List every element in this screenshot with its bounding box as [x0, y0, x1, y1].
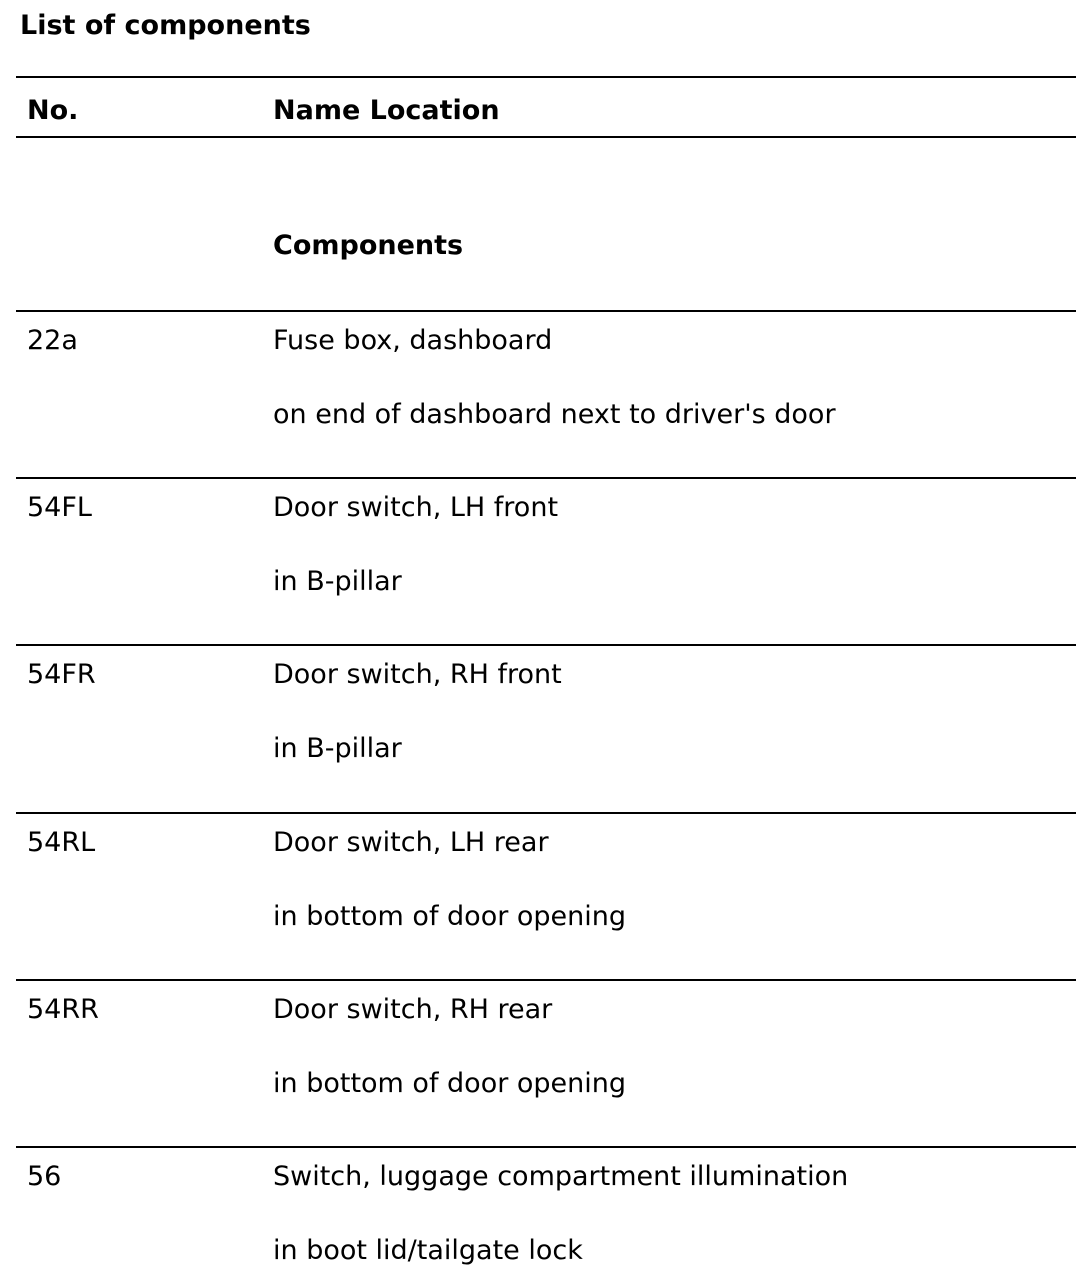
row-number: 22a: [27, 325, 78, 356]
component-name: Door switch, RH rear: [273, 994, 553, 1025]
table-row: [0, 646, 1088, 814]
component-location: in boot lid/tailgate lock: [273, 1235, 583, 1266]
component-name: Door switch, LH rear: [273, 827, 549, 858]
table-row: [0, 981, 1088, 1149]
table-row: [0, 814, 1088, 982]
component-name: Fuse box, dashboard: [273, 325, 553, 356]
column-header-name-location: Name Location: [273, 95, 500, 126]
component-location: in B-pillar: [273, 566, 402, 597]
header-bottom-rule: [16, 136, 1076, 138]
component-name: Door switch, LH front: [273, 492, 559, 523]
component-location: on end of dashboard next to driver's door: [273, 399, 836, 430]
row-number: 54FR: [27, 659, 96, 690]
component-location: in bottom of door opening: [273, 901, 627, 932]
row-number: 54FL: [27, 492, 92, 523]
component-location: in bottom of door opening: [273, 1068, 627, 1099]
row-number: 54RR: [27, 994, 99, 1025]
table-top-rule: [16, 76, 1076, 78]
table-row: [0, 312, 1088, 480]
component-name: Door switch, RH front: [273, 659, 562, 690]
section-label-components: Components: [273, 230, 464, 261]
component-location: in B-pillar: [273, 733, 402, 764]
column-header-no: No.: [27, 95, 79, 126]
table-row: [0, 479, 1088, 647]
component-name: Switch, luggage compartment illumination: [273, 1161, 849, 1192]
page-title: List of components: [20, 10, 311, 41]
table-row: [0, 1148, 1088, 1280]
row-number: 54RL: [27, 827, 96, 858]
row-number: 56: [27, 1161, 62, 1192]
